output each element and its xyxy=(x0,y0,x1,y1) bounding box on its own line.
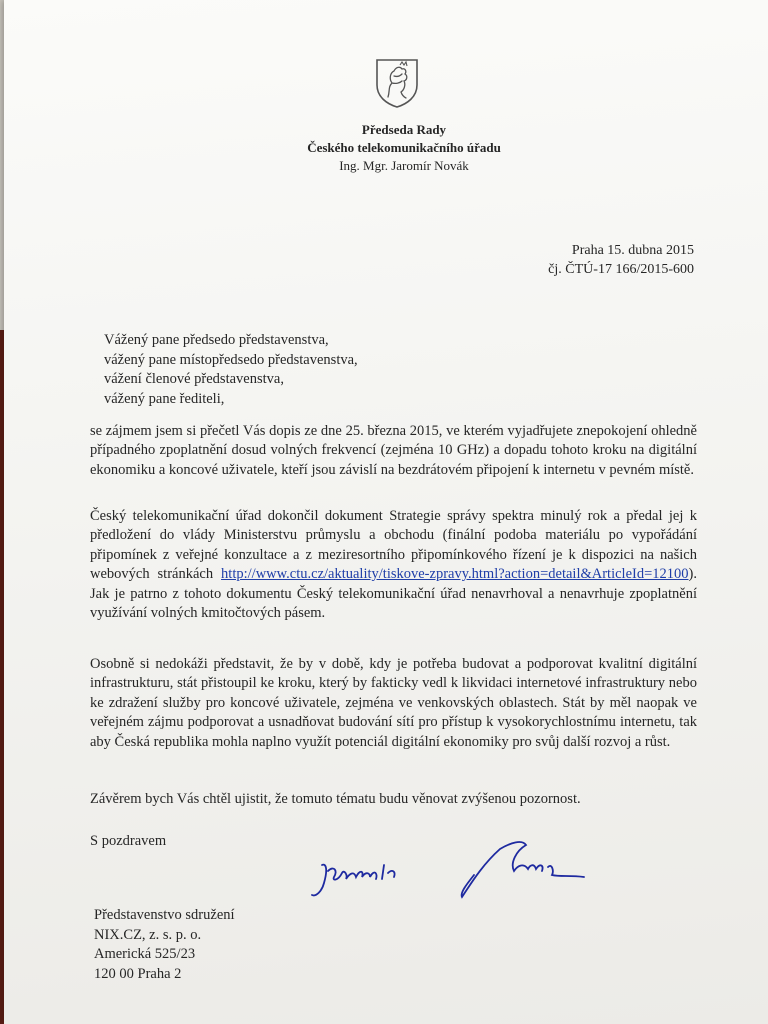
greeting: S pozdravem xyxy=(90,833,167,849)
salutation-line: vážený pane řediteli, xyxy=(104,390,225,407)
ctu-press-release-link[interactable]: http://www.ctu.cz/aktuality/tiskove-zpravy.html?action=detail&ArticleId=12100 xyxy=(221,566,689,583)
letterhead xyxy=(254,121,554,175)
letter-meta xyxy=(548,241,694,279)
reference-number: čj. ČTÚ-17 166/2015-600 xyxy=(548,262,694,277)
address-line: Americká 525/23 xyxy=(94,946,196,962)
salutation xyxy=(104,331,358,409)
letter-date: Praha 15. dubna 2015 xyxy=(571,243,694,258)
coat-of-arms-icon xyxy=(374,57,420,109)
letterhead-title: Předseda Rady xyxy=(361,122,447,137)
letter-page xyxy=(4,0,768,1024)
address-line: Představenstvo sdružení xyxy=(94,907,235,923)
address-line: 120 00 Praha 2 xyxy=(94,965,182,982)
signature xyxy=(304,835,604,935)
salutation-line: vážení členové představenstva, xyxy=(104,371,284,387)
paragraph-2 xyxy=(90,507,697,623)
paragraph-2-text: Český telekomunikační úřad dokončil dokument Strategie správy spektra minulý rok a předal jej k předložení do vlády Ministerstvu průmyslu a obchodu (finální podoba materiálu po vypořádání připomínek z veřejné konzultace a z meziresortního připomínkového řízení je k dispozici na našich webových stránkách xyxy=(90,508,697,583)
paragraph-1: se zájmem jsem si přečetl Vás dopis ze dne 25. března 2015, ve kterém vyjadřujete znepokojení ohledně případného zpoplatnění dosud volných frekvencí (zejména 10 GHz) a dopadu tohoto kroku na digitální ekonomiku a koncové uživatele, kteří jsou závislí na bezdrátovém připojení k internetu v pevném místě. xyxy=(90,423,697,478)
letterhead-organization: Českého telekomunikačního úřadu xyxy=(307,140,501,155)
salutation-line: vážený pane místopředsedo představenstva, xyxy=(104,351,358,368)
recipient-address xyxy=(94,906,235,984)
letterhead-name: Ing. Mgr. Jaromír Novák xyxy=(339,158,469,173)
address-line: NIX.CZ, z. s. p. o. xyxy=(94,926,202,943)
paragraph-3: Osobně si nedokáži představit, že by v době, kdy je potřeba budovat a podporovat kvalitní digitální infrastrukturu, stát přistoupil ke kroku, který by fakticky vedl k likvidaci internetové infrastruktury nebo ke zdražení služby pro koncové uživatele, zejména ve venkovských oblastech. Stát by měl naopak ve veřejném zájmu podporovat a usnadňovat budování sítí pro přístup k vysokorychlostnímu internetu, tak aby Česká republika mohla naplno využít potenciál digitální ekonomiky pro svůj další rozvoj a růst. xyxy=(90,656,697,750)
paragraph-2-text-end: ). Jak je patrno z tohoto dokumentu Český telekomunikační úřad nenavrhoval a nenavrhuje zpoplatnění využívání volných kmitočtových pásem. xyxy=(90,566,697,622)
closing-sentence: Závěrem bych Vás chtěl ujistit, že tomuto tématu budu věnovat zvýšenou pozornost. xyxy=(90,791,581,807)
salutation-line: Vážený pane předsedo představenstva, xyxy=(104,332,329,348)
